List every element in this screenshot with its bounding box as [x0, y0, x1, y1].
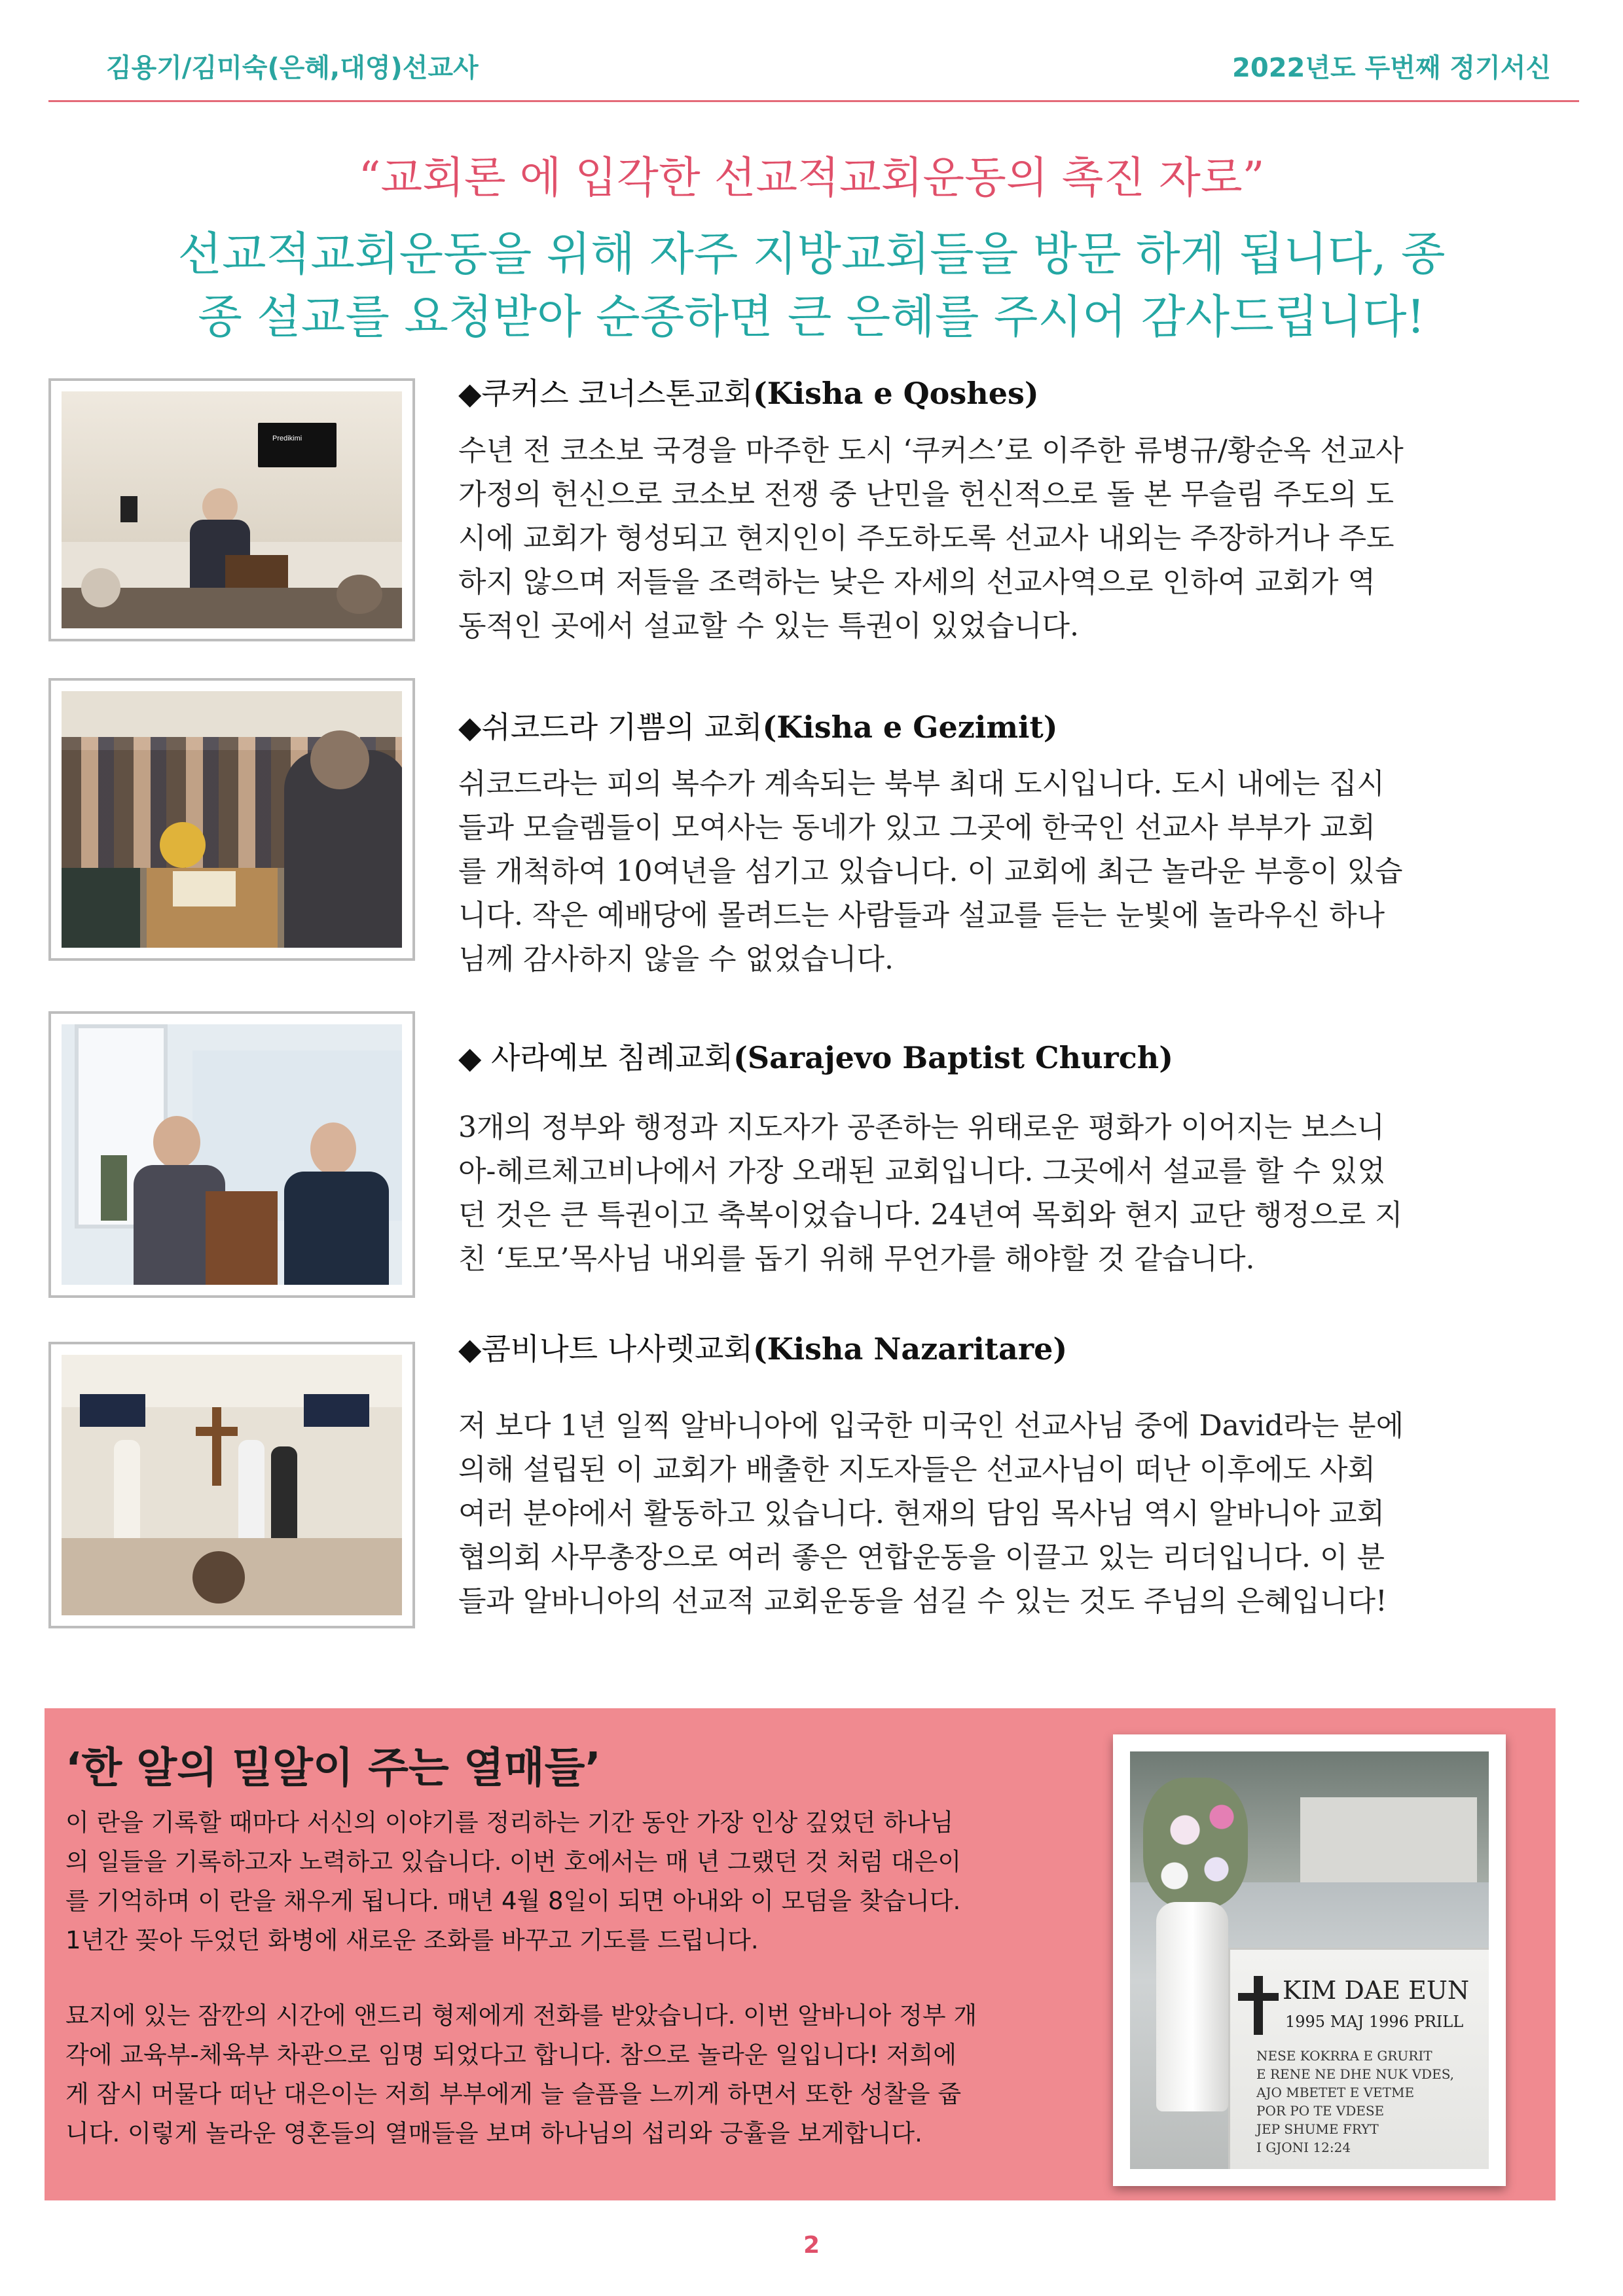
photo-shkodra-church: [48, 678, 415, 961]
person: [271, 1446, 297, 1538]
gravestone: [1228, 1948, 1489, 2169]
screen-left: [80, 1394, 145, 1427]
cross-icon: [1254, 1976, 1263, 2035]
section-heading-sarajevo: ◆ 사라예보 침례교회(Sarajevo Baptist Church): [458, 1040, 1173, 1075]
section-heading-kukes: ◆쿠커스 코너스톤교회(Kisha e Qoshes): [458, 376, 1039, 411]
header-missionary-names: 김용기/김미숙(은혜,대영)선교사: [106, 53, 479, 83]
memorial-paragraph-2: 묘지에 있는 잠깐의 시간에 앤드리 형제에게 전화를 받았습니다. 이번 알바니아 정부 개 각에 교육부-체육부 차관으로 임명 되었다고 합니다. 참으로 놀라운 일입니다! 저희에 게 잠시 머물다 떠난 대은이는 저희 부부에게 늘 슬픔을 느끼게 하면서 또한 성찰을 줍 니다. 이렇게 놀라운 영혼들의 열매들을 보며 하나님의 섭리와 긍휼을 보게합니다.: [65, 2001, 977, 2147]
section-body-sarajevo: 3개의 정부와 행정과 지도자가 공존하는 위태로운 평화가 이어지는 보스니 아-헤르체고비나에서 가장 오래된 교회입니다. 그곳에서 설교를 할 수 있었 던 것은 큰 특권이고 축복이었습니다. 24년여 목회와 현지 교단 행정으로 지 친 ‘토모’목사님 내외를 돕기 위해 무언가를 해야할 것 같습니다.: [458, 1111, 1403, 1276]
page-title: “교회론 에 입각한 선교적교회운동의 촉진 자로”: [358, 152, 1265, 203]
grave-dates: 1995 MAJ 1996 PRILL: [1285, 2013, 1464, 2031]
audience-member: [160, 822, 206, 868]
preacher-head: [310, 730, 369, 789]
background-graves: [1300, 1797, 1477, 1882]
section-heading-kombinat: ◆콤비나트 나사렛교회(Kisha Nazaritare): [458, 1331, 1068, 1367]
page-number: 2: [803, 2232, 820, 2259]
subtitle-line-2: 종 설교를 요청받아 순종하면 큰 은혜를 주시어 감사드립니다!: [198, 290, 1425, 344]
photo-kombinat-church: [48, 1342, 415, 1628]
vase: [1156, 1902, 1228, 2111]
person: [114, 1440, 140, 1538]
cross-horizontal: [196, 1427, 238, 1436]
flowers: [1143, 1778, 1248, 1909]
audience-head: [337, 575, 382, 614]
page-subtitle: [39, 223, 1584, 348]
section-body-kukes: 수년 전 코소보 국경을 마주한 도시 ‘쿠커스’로 이주한 류병규/황순옥 선교사 가정의 헌신으로 코소보 전쟁 중 난민을 헌신적으로 돌 본 무슬림 주도의 도 시에 교회가 형성되고 현지인이 주도하도록 선교사 내외는 주장하거나 주도 하지 않으며 저들을 조력하는 낮은 자세의 선교사역으로 인하여 교회가 역 동적인 곳에서 설교할 수 있는 특권이 있었습니다.: [458, 434, 1404, 643]
photo-grave: [1113, 1734, 1506, 2186]
tree: [101, 1155, 127, 1221]
screen-text: Predikimi: [272, 435, 302, 442]
translator-body: [284, 1172, 389, 1285]
screen-right: [304, 1394, 369, 1427]
grave-name: KIM DAE EUN: [1283, 1976, 1470, 2005]
speaker: [120, 496, 137, 522]
photo-kukes-church: [48, 378, 415, 641]
grave-inscription: NESE KOKRRA E GRURIT E RENE NE DHE NUK VDES, AJO MBETET E VETME POR PO TE VDESE JEP SHUME FRYT I GJONI 12:24: [1256, 2048, 1455, 2155]
memorial-box-title: ‘한 알의 밀알이 주는 열매들’: [65, 1744, 601, 1793]
header-divider: [48, 100, 1579, 102]
section-body-kombinat: 저 보다 1년 일찍 알바니아에 입국한 미국인 선교사님 중에 David라는 분에 의해 설립된 이 교회가 배출한 지도자들은 선교사님이 떠난 이후에도 사회 여러 분야에서 활동하고 있습니다. 현재의 담임 목사님 역시 알바니아 교회 협의회 사무총장으로 여러 좋은 연합운동을 이끌고 있는 리더입니다. 이 분 들과 알바니아의 선교적 교회운동을 섬길 수 있는 것도 주님의 은혜입니다!: [458, 1409, 1404, 1618]
section-body-shkodra: 쉬코드라는 피의 복수가 계속되는 북부 최대 도시입니다. 도시 내에는 집시 들과 모슬렘들이 모여사는 동네가 있고 그곳에 한국인 선교사 부부가 교회 를 개척하여 10여년을 섬기고 있습니다. 이 교회에 최근 놀라운 부흥이 있습 니다. 작은 예배당에 몰려드는 사람들과 설교를 듣는 눈빛에 놀라우신 하나 님께 감사하지 않을 수 없었습니다.: [458, 767, 1403, 976]
header-letter-date: 2022년도 두번째 정기서신: [1232, 53, 1551, 83]
cross-vertical: [212, 1407, 221, 1486]
pulpit: [206, 1191, 278, 1285]
audience-member: [62, 868, 140, 948]
audience-head: [81, 568, 120, 607]
section-heading-shkodra: ◆쉬코드라 기쁨의 교회(Kisha e Gezimit): [458, 709, 1058, 745]
person: [238, 1440, 264, 1538]
open-bible: [173, 871, 236, 906]
translator-head: [310, 1122, 356, 1175]
projection-screen: [258, 423, 337, 467]
audience-member: [192, 1551, 245, 1604]
subtitle-line-1: 선교적교회운동을 위해 자주 지방교회들을 방문 하게 됩니다, 종: [177, 227, 1446, 281]
memorial-paragraph-1: 이 란을 기록할 때마다 서신의 이야기를 정리하는 기간 동안 가장 인상 깊었던 하나님 의 일들을 기록하고자 노력하고 있습니다. 이번 호에서는 매 년 그랬던 것 처럼 대은이 를 기억하며 이 란을 채우게 됩니다. 매년 4월 8일이 되면 아내와 이 모덤을 찾습니다. 1년간 꽂아 두었던 화병에 새로운 조화를 바꾸고 기도를 드립니다.: [65, 1808, 962, 1954]
speaker-head: [153, 1116, 200, 1168]
photo-sarajevo-church: [48, 1011, 415, 1298]
